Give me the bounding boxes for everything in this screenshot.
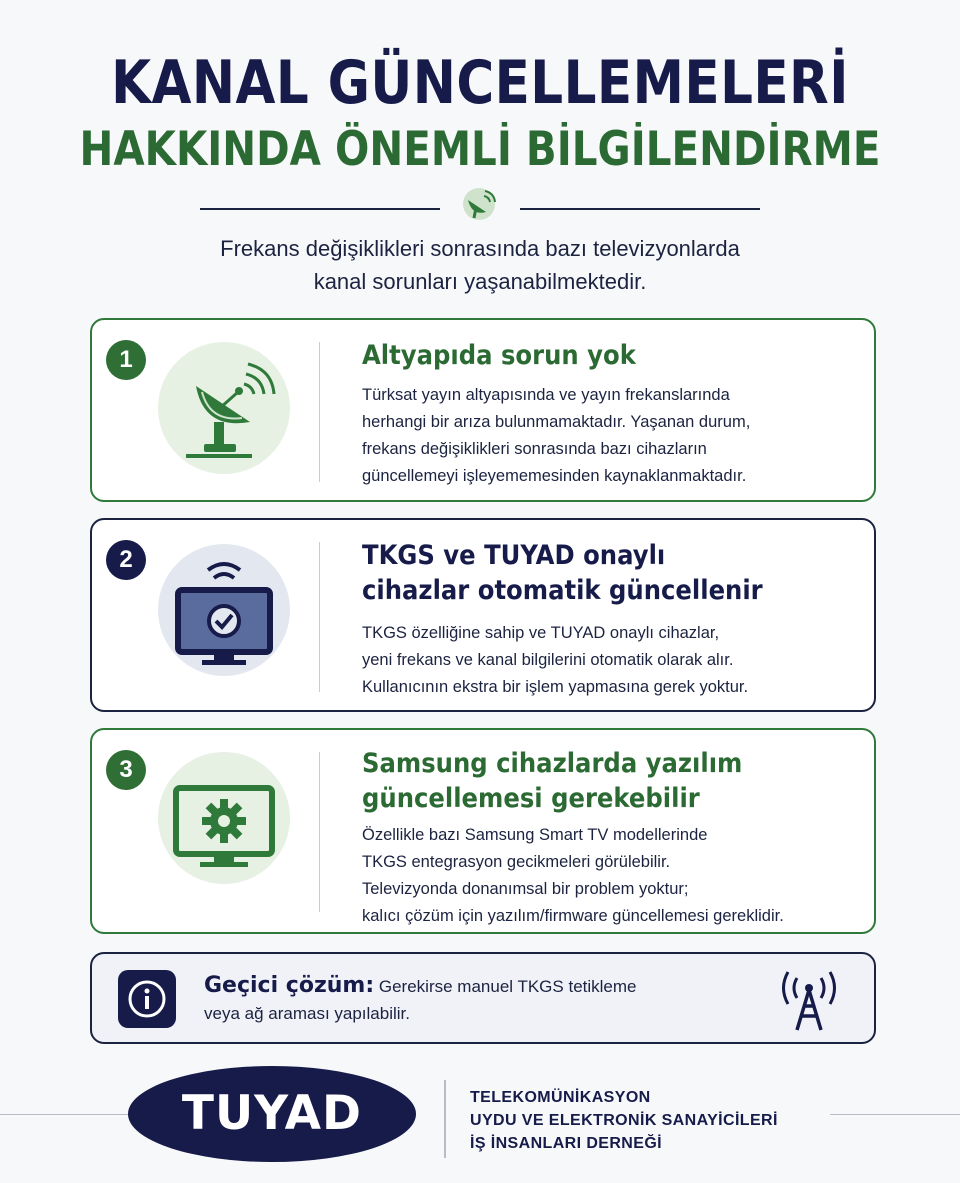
header-divider-left: [200, 208, 440, 210]
card-body-line: TKGS özelliğine sahip ve TUYAD onaylı cihazlar,: [362, 624, 720, 642]
card-body-line: Türksat yayın altyapısında ve yayın frekanslarında: [362, 386, 730, 404]
card-body-line: Televizyonda donanımsal bir problem yoktur;: [362, 880, 689, 898]
footer-separator: [444, 1080, 446, 1158]
info-card-2: [90, 518, 876, 712]
temporary-solution-box: [90, 952, 876, 1044]
card-divider: [319, 342, 320, 482]
card-divider: [319, 542, 320, 692]
card-title: [362, 338, 636, 373]
organization-line: İŞ İNSANLARI DERNEĞİ: [470, 1135, 663, 1152]
card-body: [362, 822, 784, 930]
page-subtitle: HAKKINDA ÖNEMLİ BİLGİLENDİRME: [79, 122, 881, 177]
card-body: [362, 382, 750, 490]
tv-gear-icon: [158, 752, 290, 884]
card-title-line: Samsung cihazlarda yazılım: [362, 748, 743, 779]
card-body: [362, 620, 748, 701]
step-number-badge: 1: [106, 340, 146, 380]
icon-circle: [158, 544, 290, 676]
info-card-3: [90, 728, 876, 934]
card-body-line: frekans değişiklikleri sonrasında bazı cihazların: [362, 440, 707, 458]
organization-name: [470, 1086, 778, 1155]
satellite-dish-icon: [158, 342, 290, 474]
satellite-dish-icon: [458, 186, 500, 222]
card-body-line: kalıcı çözüm için yazılım/firmware güncellemesi gereklidir.: [362, 907, 784, 925]
info-icon: [118, 970, 176, 1028]
card-divider: [319, 752, 320, 912]
card-body-line: herhangi bir arıza bulunmamaktadır. Yaşanan durum,: [362, 413, 751, 431]
step-number-badge: 3: [106, 750, 146, 790]
tv-check-icon: [158, 544, 290, 676]
card-title: [362, 538, 763, 608]
intro-line: Frekans değişiklikleri sonrasında bazı televizyonlarda: [220, 236, 740, 261]
card-title-line: güncellemesi gerekebilir: [362, 783, 700, 814]
card-body-line: TKGS entegrasyon gecikmeleri görülebilir.: [362, 853, 671, 871]
tip-text-line: Gerekirse manuel TKGS tetikleme: [374, 977, 637, 996]
tip-text: [204, 972, 637, 1027]
intro-line: kanal sorunları yaşanabilmektedir.: [313, 269, 647, 294]
tip-label: Geçici çözüm:: [204, 973, 375, 998]
icon-circle: [158, 342, 290, 474]
card-body-line: yeni frekans ve kanal bilgilerini otomatik olarak alır.: [362, 651, 734, 669]
tuyad-logo: TUYAD: [128, 1066, 416, 1162]
card-body-line: güncellemeyi işleyememesinden kaynaklanmaktadır.: [362, 467, 747, 485]
card-title-line: TKGS ve TUYAD onaylı: [362, 540, 666, 571]
footer-line-left: [0, 1114, 130, 1115]
step-number-badge: 2: [106, 540, 146, 580]
icon-circle: [158, 752, 290, 884]
footer-line-right: [830, 1114, 960, 1115]
page-title: KANAL GÜNCELLEMELERİ: [111, 48, 849, 118]
tip-text-line: veya ağ araması yapılabilir.: [204, 1004, 410, 1023]
card-title: [362, 746, 742, 816]
card-title-line: cihazlar otomatik güncellenir: [362, 575, 763, 606]
broadcast-tower-icon: [772, 966, 846, 1034]
intro-text: [0, 232, 960, 298]
card-body-line: Kullanıcının ekstra bir işlem yapmasına gerek yoktur.: [362, 678, 749, 696]
organization-line: TELEKOMÜNİKASYON: [470, 1089, 651, 1106]
info-card-1: [90, 318, 876, 502]
organization-line: UYDU VE ELEKTRONİK SANAYİCİLERİ: [470, 1112, 778, 1129]
card-title-line: Altyapıda sorun yok: [362, 340, 636, 371]
header-divider-right: [520, 208, 760, 210]
card-body-line: Özellikle bazı Samsung Smart TV modellerinde: [362, 826, 708, 844]
